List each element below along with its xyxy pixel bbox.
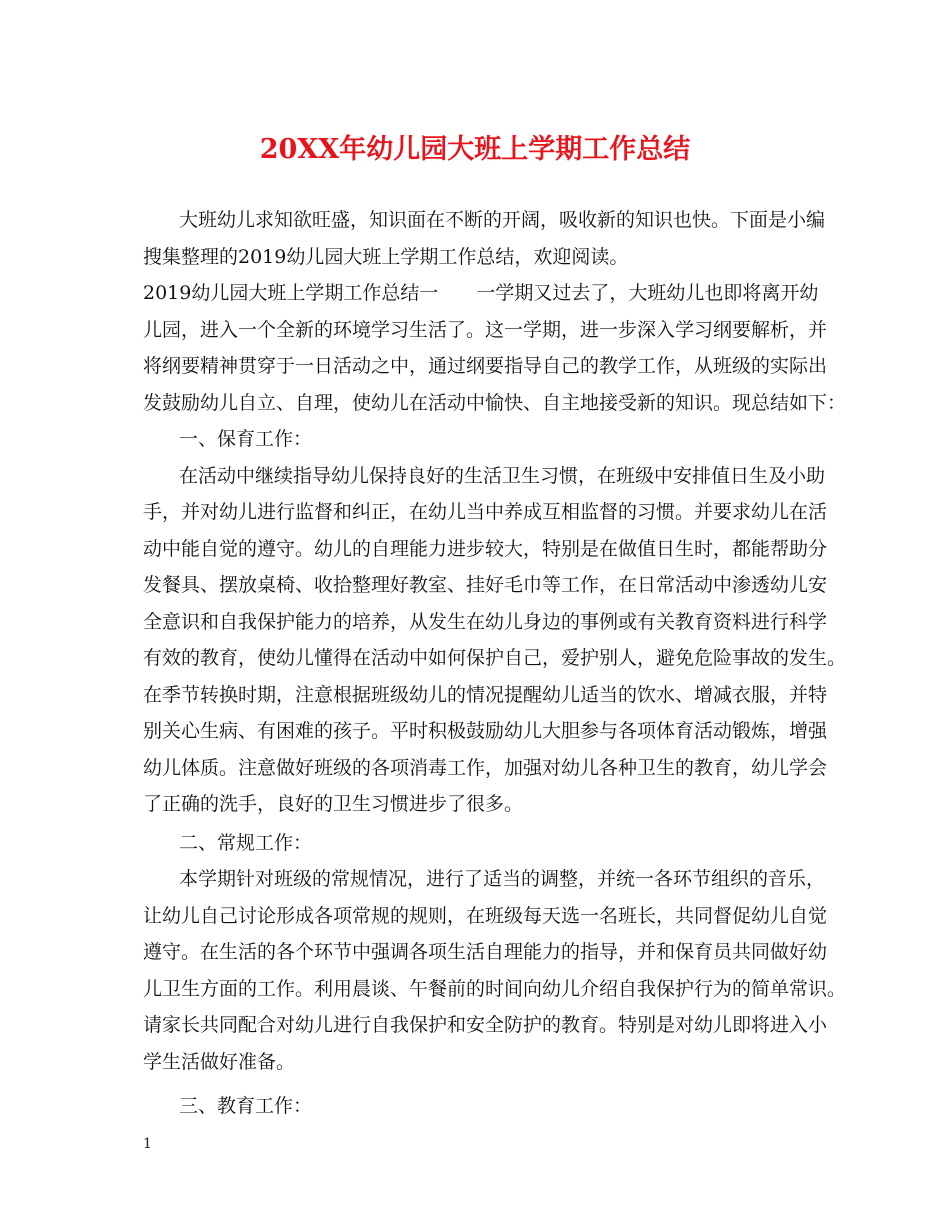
paragraph-line: 动中能自觉的遵守。幼儿的自理能力进步较大，特别是在做值日生时，都能帮助分 xyxy=(143,537,828,560)
section-heading: 一、保育工作： xyxy=(179,428,313,450)
paragraph-line: 在活动中继续指导幼儿保持良好的生活卫生习惯，在班级中安排值日生及小助 xyxy=(179,464,826,487)
paragraph-line: 别关心生病、有困难的孩子。平时积极鼓励幼儿大胆参与各项体育活动锻炼，增强 xyxy=(143,720,828,742)
paragraph-line: 在季节转换时期，注意根据班级幼儿的情况提醒幼儿适当的饮水、增减衣服，并特 xyxy=(143,683,828,706)
paragraph-line: 本学期针对班级的常规情况，进行了适当的调整，并统一各环节组织的音乐， xyxy=(179,868,826,890)
paragraph-line: 儿园，进入一个全新的环境学习生活了。这一学期，进一步深入学习纲要解析，并 xyxy=(143,318,828,341)
section-heading: 二、常规工作： xyxy=(179,831,313,854)
paragraph-line: 全意识和自我保护能力的培养，从发生在幼儿身边的事例或有关教育资料进行科学 xyxy=(143,610,828,633)
paragraph-line: 发餐具、摆放桌椅、收拾整理好教室、挂好毛巾等工作，在日常活动中渗透幼儿安 xyxy=(143,574,828,596)
paragraph-line: 请家长共同配合对幼儿进行自我保护和安全防护的教育。特别是对幼儿即将进入小 xyxy=(143,1014,828,1036)
section-heading: 三、教育工作： xyxy=(179,1095,313,1117)
paragraph-line: 让幼儿自己讨论形成各项常规的规则，在班级每天选一名班长，共同督促幼儿自觉 xyxy=(143,904,828,927)
spacer xyxy=(143,1080,833,1088)
paragraph-line: 发鼓励幼儿自立、自理，使幼儿在活动中愉快、自主地接受新的知识。现总结如下： xyxy=(143,391,847,414)
paragraph-line: 了正确的洗手，良好的卫生习惯进步了很多。 xyxy=(143,793,524,815)
document-title: 20XX年幼儿园大班上学期工作总结 xyxy=(259,134,691,165)
paragraph-line: 幼儿体质。注意做好班级的各项消毒工作，加强对幼儿各种卫生的教育，幼儿学会 xyxy=(143,756,828,779)
paragraph-line: 大班幼儿求知欲旺盛，知识面在不断的开阔，吸收新的知识也快。下面是小编 xyxy=(179,209,826,231)
paragraph-line: 遵守。在生活的各个环节中强调各项生活自理能力的指导，并和保育员共同做好幼 xyxy=(143,941,828,963)
paragraph-line: 学生活做好准备。 xyxy=(143,1050,296,1073)
paragraph-line: 儿卫生方面的工作。利用晨谈、午餐前的时间向幼儿介绍自我保护行为的简单常识。 xyxy=(143,977,847,1000)
document-body xyxy=(143,202,847,1125)
page-number: 1 xyxy=(143,1136,152,1152)
paragraph-line: 搜集整理的2019幼儿园大班上学期工作总结，欢迎阅读。 xyxy=(143,245,629,268)
paragraph-line: 有效的教育，使幼儿懂得在活动中如何保护自己，爱护别人，避免危险事故的发生。 xyxy=(143,647,847,669)
paragraph-line: 2019幼儿园大班上学期工作总结一 一学期又过去了，大班幼儿也即将离开幼 xyxy=(143,282,819,304)
paragraph-line: 手，并对幼儿进行监督和纠正，在幼儿当中养成互相监督的习惯。并要求幼儿在活 xyxy=(143,501,828,523)
paragraph-line: 将纲要精神贯穿于一日活动之中，通过纲要指导自己的教学工作，从班级的实际出 xyxy=(143,355,828,377)
